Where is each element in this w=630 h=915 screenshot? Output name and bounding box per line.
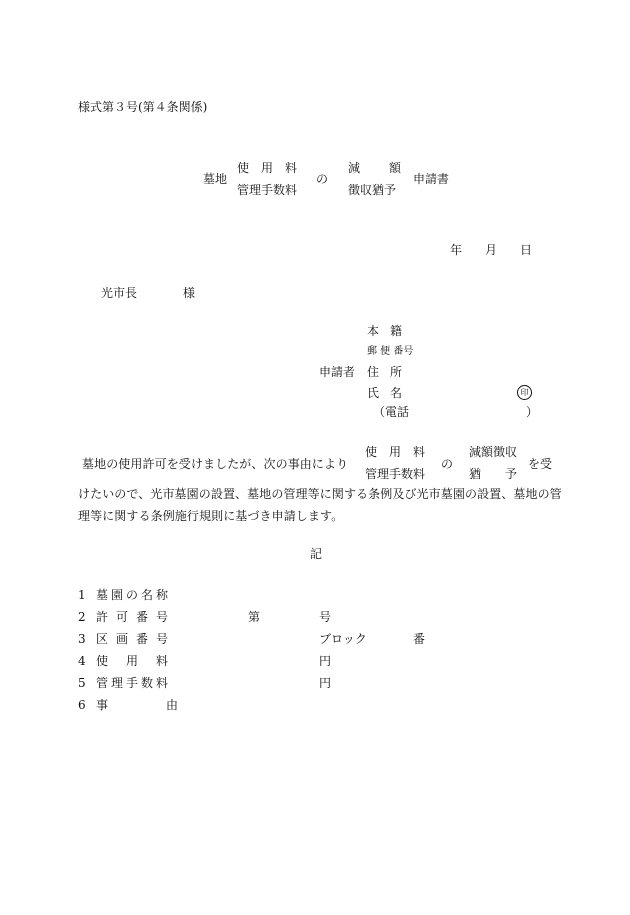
body-action-upper: 減額徴収 bbox=[469, 445, 518, 459]
body-tail: を受 bbox=[528, 457, 553, 471]
applicant-label: 申請者 bbox=[319, 365, 356, 379]
body-action-lower: 猶 予 bbox=[469, 467, 517, 481]
body-fee-lower: 管理手数料 bbox=[365, 467, 426, 481]
applicant-phone-close: ） bbox=[526, 405, 539, 419]
applicant-postal-label: 郵 便 番号 bbox=[367, 346, 414, 357]
applicant-domicile-label: 本 籍 bbox=[367, 324, 402, 338]
title-action-upper-left: 減 bbox=[348, 161, 361, 175]
form-number: 様式第３号(第４条関係) bbox=[78, 100, 208, 114]
body-lead: 墓地の使用許可を受けましたが、次の事由により bbox=[82, 457, 349, 471]
item-3-number-label: 番 bbox=[413, 632, 426, 646]
item-label: 許 可 番 号 bbox=[96, 610, 168, 624]
date-month: 月 bbox=[485, 243, 498, 257]
title-action-lower: 徴収猶予 bbox=[348, 183, 397, 197]
body-fee-upper: 使 用 料 bbox=[365, 445, 425, 459]
title-prefix: 墓地 bbox=[203, 172, 228, 186]
applicant-address-label: 住 所 bbox=[367, 365, 402, 379]
item-label: 区 画 番 号 bbox=[96, 632, 168, 646]
addressee-honorific: 様 bbox=[183, 286, 196, 300]
date-day: 日 bbox=[520, 243, 533, 257]
item-3-block-label: ブロック bbox=[319, 632, 367, 646]
body-line-3: 理等に関する条例施行規則に基づき申請します。 bbox=[78, 509, 344, 523]
item-4-unit: 円 bbox=[319, 654, 332, 668]
body-line-2: けたいので、光市墓園の設置、墓地の管理等に関する条例及び光市墓園の設置、墓地の管 bbox=[78, 487, 562, 501]
title-fee-upper: 使 用 料 bbox=[237, 161, 297, 175]
seal-mark: 印 bbox=[517, 385, 532, 400]
item-label: 管 理 手 数 料 bbox=[96, 676, 168, 690]
title-connector: の bbox=[316, 172, 329, 186]
applicant-name-label: 氏 名 bbox=[367, 386, 402, 400]
item-label: 事 由 bbox=[96, 698, 178, 712]
body-connector: の bbox=[441, 457, 454, 471]
record-heading: 記 bbox=[310, 547, 323, 561]
title-fee-lower: 管理手数料 bbox=[237, 183, 298, 197]
item-5-unit: 円 bbox=[319, 676, 332, 690]
date-year: 年 bbox=[450, 243, 463, 257]
item-label: 使 用 料 bbox=[96, 654, 168, 668]
item-label: 墓 園 の 名 称 bbox=[96, 588, 168, 602]
item-2-suffix: 号 bbox=[319, 610, 332, 624]
item-2-prefix: 第 bbox=[248, 610, 261, 624]
title-suffix: 申請書 bbox=[413, 172, 450, 186]
applicant-phone-open: （電話 bbox=[373, 405, 410, 419]
addressee-name: 光市長 bbox=[101, 286, 138, 300]
title-action-upper-right: 額 bbox=[389, 161, 402, 175]
